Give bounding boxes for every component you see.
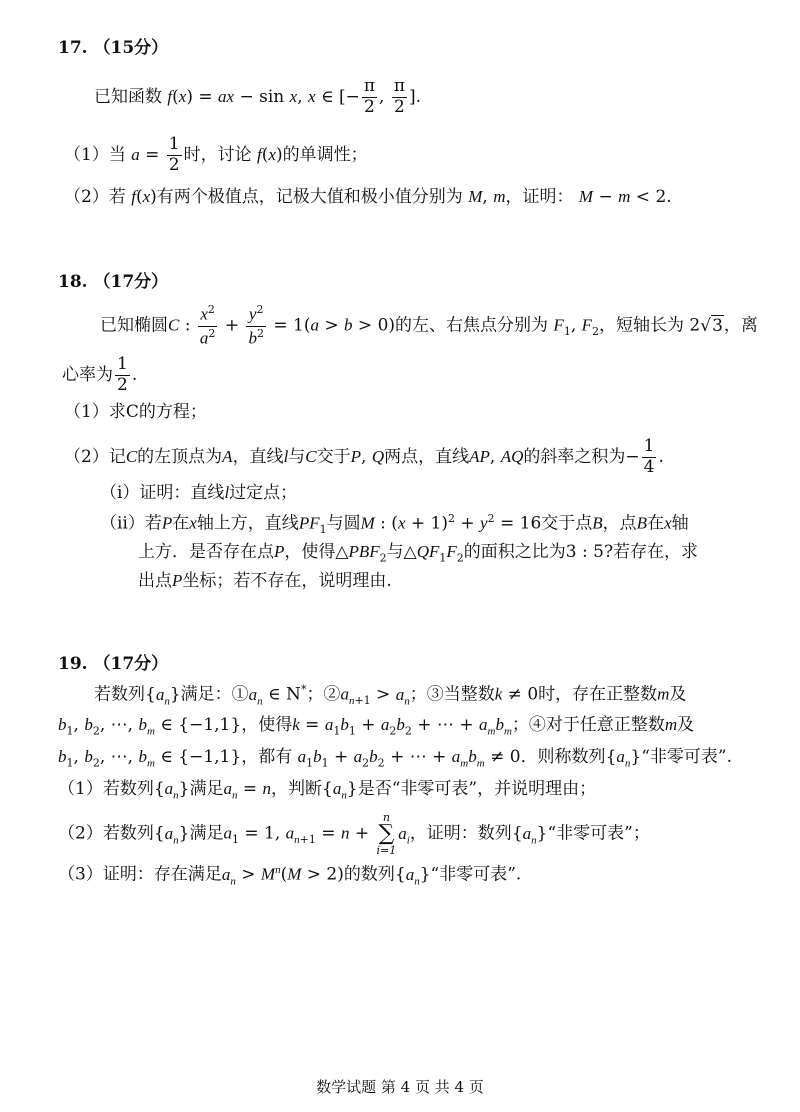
- q17-intro: 已知函数 f(x) = ax − sin x, x ∈ [− $\frac{\pi}{2}$ , $\frac{\pi}{2}$ ].: [94, 76, 422, 117]
- q18-part1: （1）求C的方程；: [64, 402, 207, 422]
- q18-part2: （2）记C的左顶点为A，直线l与C交于P, Q两点，直线AP, AQ的斜率之积为− $\frac{1}{4}$ .: [64, 436, 664, 477]
- q17-part2: （2）若 f(x)有两个极值点，记极大值和极小值分别为 M, m，证明： M − m < 2.: [64, 187, 672, 207]
- q19-part3: （3）证明：存在满足$a_n > M^n(M > 2)$的数列$\{a_n\}“$非零可表”.: [58, 864, 522, 888]
- q18-intro: 已知椭圆C : $\frac{x^2}{a^2}$ + $\frac{y^2}{b^2}$ = 1(a > b > 0)的左、右焦点分别为 $F_1$, $F_2$，短轴长为 2√3，离: [100, 303, 758, 348]
- q19-part1: （1）若数列$\{a_n\}$满足$a_n = n$，判断$\{a_n\}$是否“非零可表”，并说明理由；: [58, 779, 597, 802]
- q18-sub2-line2: 上方．是否存在点P，使得$\triangle PBF_2$与$\triangle QF_1F_2$的面积之比为3 : 5?若存在，求: [138, 542, 699, 565]
- q17-header: 17. （15分）: [58, 38, 169, 58]
- q19-line2: $b_1$, $b_2$, ⋯, $b_m$ ∈ {−1,1}，使得$k = a_1b_1 + a_2b_2$ + ⋯ + $a_mb_m$；④对于任意正整数m及: [58, 715, 695, 738]
- q19-header: 19. （17分）: [58, 654, 169, 674]
- q18-sub2: （ⅱ）若P在x轴上方，直线$PF_1$与圆M : $(x + 1)^2 + y^2 = 16$交于点B，点B在x轴: [100, 512, 689, 537]
- q18-header: 18. （17分）: [58, 272, 169, 292]
- q18-line2: 心率为 $\frac{1}{2}$ .: [62, 354, 138, 395]
- q19-line1: 若数列$\{a_n\}$满足：$①a_n$ ∈ N*；$②a_{n+1} > a_n$；③当整数k ≠ 0时，存在正整数m及: [94, 683, 687, 708]
- q19-part2: （2）若数列$\{a_n\}$满足$a_1 = 1$, $a_{n+1} = n$ + n ∑ i=1 $a_i$，证明：数列$\{a_n\}“$非零可表”；: [58, 811, 650, 857]
- q18-sub1: （ⅰ）证明：直线l过定点；: [100, 483, 298, 503]
- q18-sub2-line3: 出点P坐标；若不存在，说明理由.: [138, 571, 392, 591]
- q17-part1: （1）当 a = $\frac{1}{2}$ 时，讨论 f(x)的单调性；: [64, 134, 368, 175]
- page-footer: 数学试题 第 4 页 共 4 页: [316, 1078, 484, 1096]
- q19-line3: $b_1$, $b_2$, ⋯, $b_m$ ∈ {−1,1}，都有 $a_1b_1 + a_2b_2$ + ⋯ + $a_mb_m \ne 0$．则称数列$\{a_n\}“$非零可表”.: [58, 747, 733, 770]
